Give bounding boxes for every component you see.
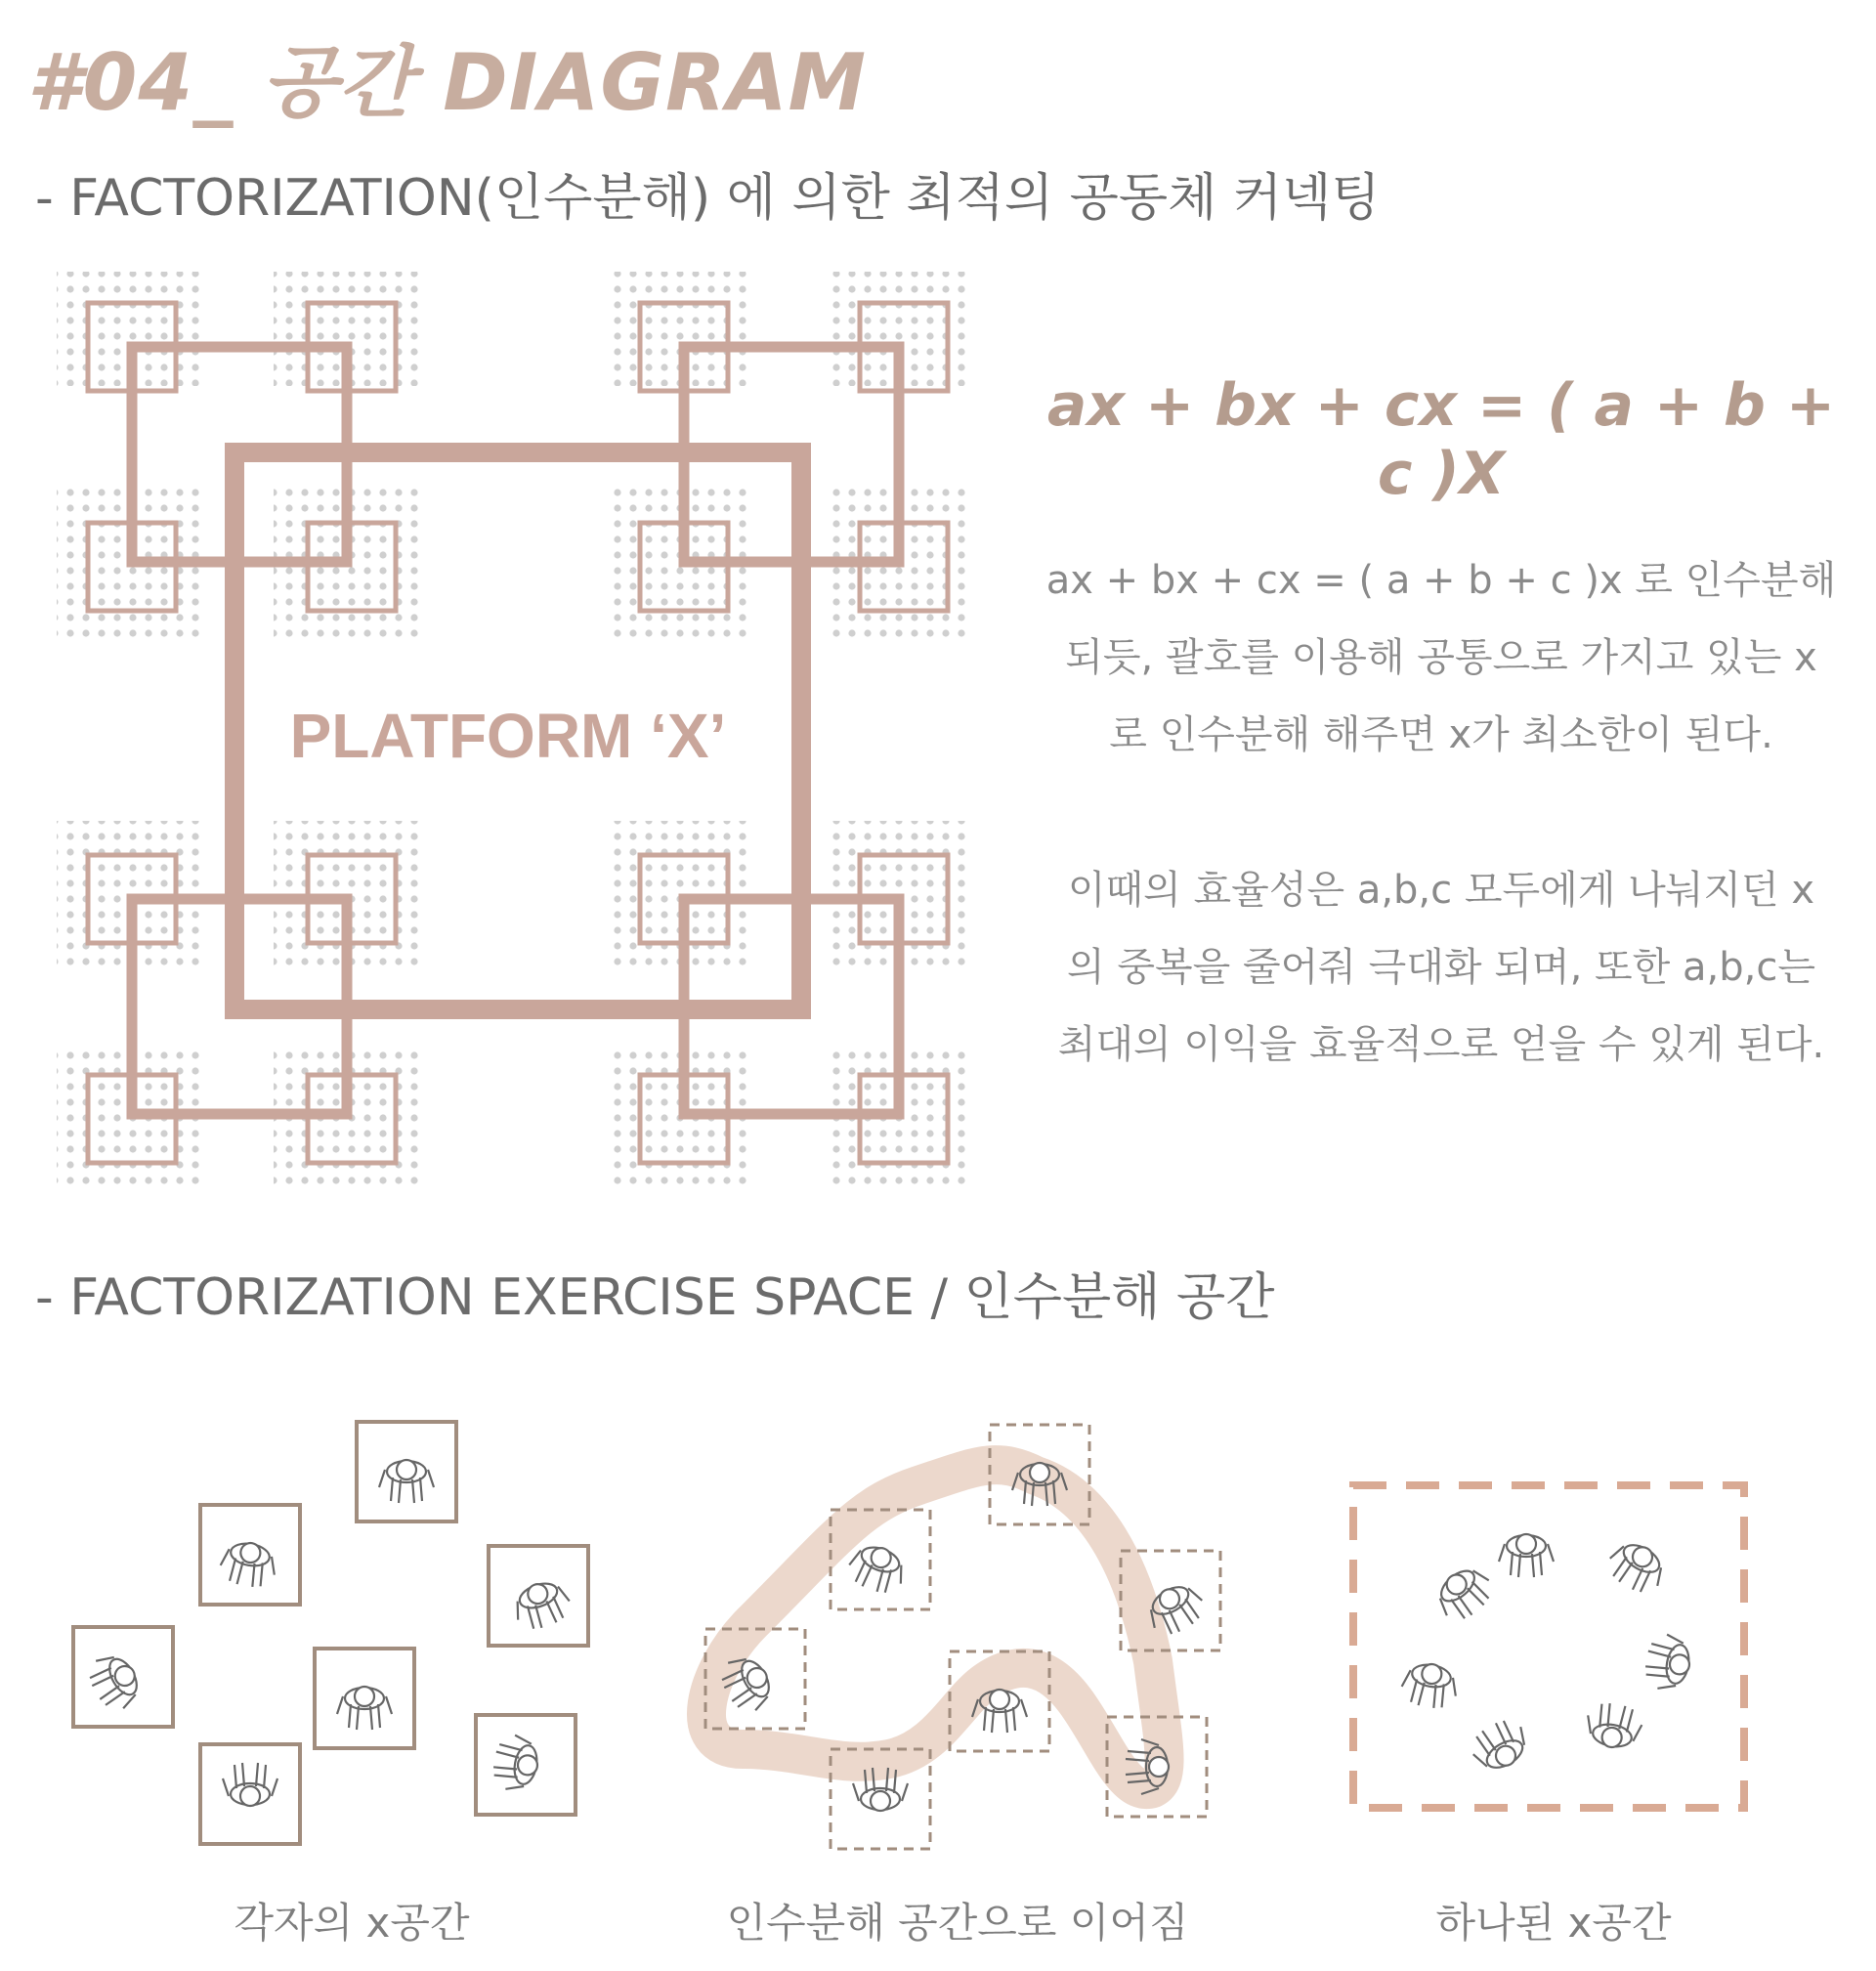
caption-connected-space: 인수분해 공간으로 이어짐 <box>726 1899 1189 1947</box>
section-heading-factorization: - FACTORIZATION(인수분해) 에 의한 최적의 공동체 커넥팅 <box>35 169 1381 228</box>
person-figure <box>1583 1700 1644 1752</box>
section-heading-exercise-space: - FACTORIZATION EXERCISE SPACE / 인수분해 공간 <box>35 1268 1275 1327</box>
person-figure <box>509 1575 576 1634</box>
person-figure <box>379 1460 434 1503</box>
person-figure <box>844 1539 911 1598</box>
explanation-line: 의 중복을 줄어줘 극대화 되며, 또한 a,b,c는 <box>1067 945 1815 990</box>
connection-path <box>706 1465 1165 1789</box>
person-figure <box>1602 1535 1671 1600</box>
person-figure <box>337 1687 392 1730</box>
factorization-formula: ax + bx + cx = ( a + b + c )X <box>1046 371 1836 508</box>
person-figure <box>1466 1713 1534 1778</box>
explanation-line: ax + bx + cx = ( a + b + c )x 로 인수분해 <box>1045 558 1837 603</box>
person-figure <box>1499 1534 1554 1577</box>
person-figure <box>1429 1560 1499 1628</box>
platform-label: PLATFORM ‘X’ <box>289 701 727 771</box>
person-figure <box>223 1763 277 1806</box>
caption-unified-space: 하나된 x공간 <box>1435 1899 1672 1947</box>
explanation-line: 되듯, 괄호를 이용해 공통으로 가지고 있는 x <box>1065 635 1817 680</box>
person-figure <box>1642 1632 1694 1693</box>
caption-individual-space: 각자의 x공간 <box>234 1899 470 1947</box>
explanation-line: 로 인수분해 해주면 x가 최소한이 된다. <box>1109 712 1773 757</box>
explanation-line: 이때의 효율성은 a,b,c 모두에게 나눠지던 x <box>1067 868 1815 913</box>
person-figure <box>490 1733 542 1794</box>
explanation-line: 최대의 이익을 효율적으로 얻을 수 있게 된다. <box>1057 1022 1825 1067</box>
page-title: #04_ 공간 DIAGRAM <box>27 37 868 128</box>
person-figure <box>1399 1659 1461 1711</box>
person-figure <box>82 1648 147 1716</box>
person-figure <box>218 1538 279 1590</box>
